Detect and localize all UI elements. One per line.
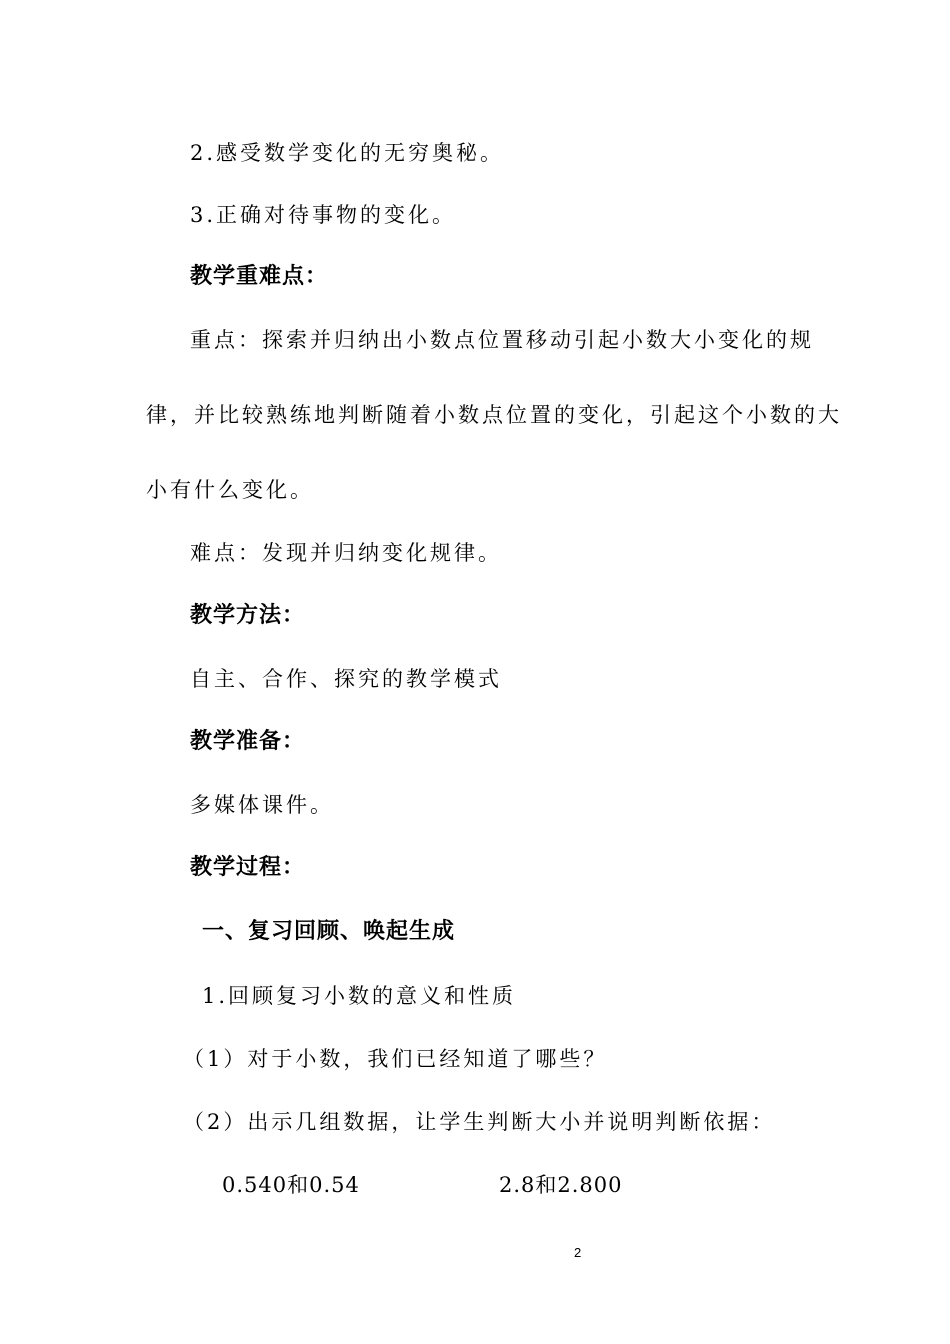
goal-2-text: 2.感受数学变化的无穷奥秘。 bbox=[190, 141, 505, 165]
step-1-text: 1.回顾复习小数的意义和性质 bbox=[202, 984, 517, 1008]
heading-method: 教学方法： bbox=[190, 603, 306, 628]
key-point-line-1: 重点：探索并归纳出小数点位置移动引起小数大小变化的规 bbox=[190, 328, 814, 352]
question-2-text: （2）出示几组数据，让学生判断大小并说明判断依据： bbox=[183, 1110, 776, 1134]
preparation-text: 多媒体课件。 bbox=[190, 793, 334, 817]
heading-preparation: 教学准备： bbox=[190, 729, 306, 754]
method-text: 自主、合作、探究的教学模式 bbox=[190, 667, 502, 691]
example-a-text: 0.540和0.54 bbox=[222, 1173, 360, 1197]
question-1-text: （1）对于小数，我们已经知道了哪些？ bbox=[183, 1047, 608, 1071]
difficulty-text: 难点：发现并归纳变化规律。 bbox=[190, 541, 502, 565]
example-b-text: 2.8和2.800 bbox=[499, 1173, 623, 1197]
page-number: 2 bbox=[574, 1245, 582, 1260]
key-point-line-3: 小有什么变化。 bbox=[146, 478, 314, 502]
goal-3-text: 3.正确对待事物的变化。 bbox=[190, 203, 457, 227]
heading-key-points: 教学重难点： bbox=[190, 264, 329, 289]
heading-process: 教学过程： bbox=[190, 855, 306, 880]
key-point-line-2: 律，并比较熟练地判断随着小数点位置的变化，引起这个小数的大 bbox=[146, 403, 842, 427]
section-1-title: 一、复习回顾、唤起生成 bbox=[202, 919, 456, 944]
